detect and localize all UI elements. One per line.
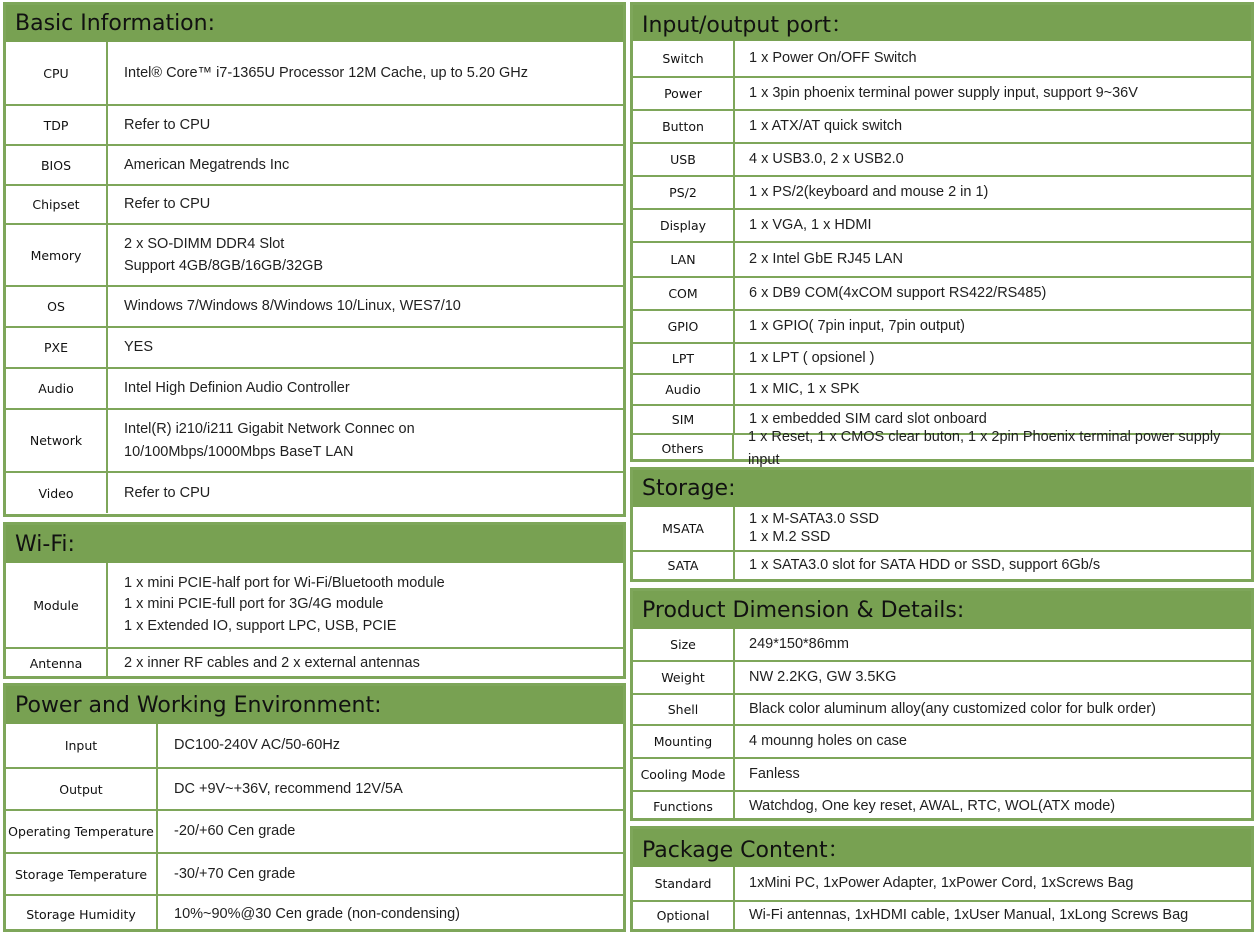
spec-row-video — [6, 471, 623, 513]
spec-row-others — [633, 429, 1251, 468]
spec-label: Weight — [633, 662, 735, 693]
spec-value-line: 1 x VGA, 1 x HDMI — [749, 217, 872, 234]
spec-row-lpt — [633, 342, 1251, 373]
spec-value — [108, 287, 461, 326]
spec-label: Cooling Mode — [633, 759, 735, 790]
spec-row-gpio — [633, 309, 1251, 342]
spec-value-line: 1xMini PC, 1xPower Adapter, 1xPower Cord, 1xScrews Bag — [749, 875, 1134, 892]
spec-value — [735, 278, 1046, 309]
spec-value — [735, 552, 1100, 579]
spec-value — [735, 792, 1115, 820]
spec-row-network — [6, 408, 623, 471]
spec-value — [735, 662, 896, 693]
spec-value — [734, 429, 1251, 468]
spec-label: Mounting — [633, 726, 735, 757]
spec-value — [108, 369, 350, 408]
spec-row-memory — [6, 223, 623, 285]
spec-value-line: 4 x USB3.0, 2 x USB2.0 — [749, 151, 904, 168]
spec-label: Audio — [633, 375, 735, 404]
spec-label: Input — [6, 724, 158, 767]
spec-label: BIOS — [6, 146, 108, 184]
spec-row-display — [633, 208, 1251, 241]
spec-row-size — [633, 629, 1251, 660]
spec-value — [735, 759, 800, 790]
spec-row-optional — [633, 900, 1251, 929]
spec-value — [735, 867, 1133, 900]
spec-value — [108, 328, 153, 367]
spec-row-mounting — [633, 724, 1251, 757]
spec-value-line: Wi-Fi antennas, 1xHDMI cable, 1xUser Manual, 1xLong Screws Bag — [749, 907, 1189, 924]
spec-label: Standard — [633, 867, 735, 900]
spec-row-lan — [633, 241, 1251, 276]
spec-value-line: 10/100Mbps/1000Mbps BaseT LAN — [124, 443, 354, 460]
spec-value — [735, 726, 907, 757]
spec-label: Antenna — [6, 649, 108, 678]
spec-value-line: 1 x MIC, 1 x SPK — [749, 381, 860, 398]
spec-value-line: 2 x SO-DIMM DDR4 Slot — [124, 235, 285, 252]
spec-label: Video — [6, 473, 108, 513]
spec-value-line: YES — [124, 339, 154, 356]
spec-value — [108, 186, 210, 223]
spec-label: PS/2 — [633, 177, 735, 208]
spec-row-standard — [633, 867, 1251, 900]
spec-value-line: Black color aluminum alloy(any customized color for bulk order) — [749, 701, 1156, 718]
spec-value-line: Intel High Definion Audio Controller — [124, 380, 350, 397]
spec-row-com — [633, 276, 1251, 309]
spec-row-ps-2 — [633, 175, 1251, 208]
spec-value — [158, 769, 403, 809]
spec-row-power — [633, 76, 1251, 109]
spec-label: OS — [6, 287, 108, 326]
spec-row-audio — [6, 367, 623, 408]
spec-value-line: 6 x DB9 COM(4xCOM support RS422/RS485) — [749, 285, 1047, 302]
spec-label: Memory — [6, 225, 108, 285]
spec-label: Storage Humidity — [6, 896, 158, 932]
spec-value-line: 1 x Power On/OFF Switch — [749, 50, 917, 67]
spec-value — [735, 243, 903, 276]
spec-row-pxe — [6, 326, 623, 367]
wifi-section-title: Wi-Fi: — [6, 525, 623, 563]
spec-value — [735, 210, 871, 241]
spec-value-line: Windows 7/Windows 8/Windows 10/Linux, WES7/10 — [124, 298, 461, 315]
spec-row-bios — [6, 144, 623, 184]
spec-value-line: 2 x inner RF cables and 2 x external antennas — [124, 655, 420, 672]
spec-value — [108, 649, 420, 678]
spec-value — [158, 724, 340, 767]
spec-value-line: 1 x mini PCIE-full port for 3G/4G module — [124, 596, 384, 613]
spec-value — [108, 473, 210, 513]
spec-label: PXE — [6, 328, 108, 367]
spec-value-line: Watchdog, One key reset, AWAL, RTC, WOL(ATX mode) — [749, 797, 1116, 814]
spec-label: Chipset — [6, 186, 108, 223]
spec-label: Others — [633, 435, 734, 462]
spec-label: Size — [633, 629, 735, 660]
spec-value-line: Refer to CPU — [124, 116, 211, 133]
spec-label: USB — [633, 144, 735, 175]
io-section-title: Input/output port： — [633, 5, 1251, 41]
spec-label: SATA — [633, 552, 735, 579]
spec-row-storage-humidity — [6, 894, 623, 932]
spec-row-sata — [633, 550, 1251, 579]
spec-value — [158, 896, 460, 932]
spec-label: Shell — [633, 695, 735, 724]
spec-label: Button — [633, 111, 735, 142]
spec-value — [735, 177, 988, 208]
spec-label: Storage Temperature — [6, 854, 158, 894]
spec-row-input — [6, 724, 623, 767]
spec-label: Switch — [633, 41, 735, 76]
spec-value-line: 1 x SATA3.0 slot for SATA HDD or SSD, support 6Gb/s — [749, 557, 1101, 574]
spec-value-line: 4 mounng holes on case — [749, 733, 907, 750]
spec-label: Optional — [633, 902, 735, 929]
spec-value-line: 1 x M.2 SSD — [749, 528, 831, 545]
spec-value — [735, 41, 917, 76]
package-content-panel — [630, 826, 1254, 932]
spec-row-antenna — [6, 647, 623, 678]
spec-label: Audio — [6, 369, 108, 408]
power-environment-panel — [3, 683, 626, 932]
wifi-panel — [3, 522, 626, 679]
spec-label: SIM — [633, 406, 735, 433]
spec-row-os — [6, 285, 623, 326]
spec-value — [108, 146, 289, 184]
spec-value-line: DC100-240V AC/50-60Hz — [174, 737, 341, 754]
spec-value-line: 10%~90%@30 Cen grade (non-condensing) — [174, 905, 460, 922]
spec-value-line: Refer to CPU — [124, 196, 211, 213]
spec-value — [735, 111, 902, 142]
spec-row-cooling-mode — [633, 757, 1251, 790]
spec-label: CPU — [6, 42, 108, 104]
spec-value-line: Support 4GB/8GB/16GB/32GB — [124, 258, 324, 274]
spec-value-line: Fanless — [749, 766, 800, 783]
spec-label: LAN — [633, 243, 735, 276]
spec-value-line: NW 2.2KG, GW 3.5KG — [749, 669, 897, 686]
spec-value-line: -30/+70 Cen grade — [174, 865, 296, 882]
storage-panel — [630, 467, 1254, 582]
spec-value-line: 1 x PS/2(keyboard and mouse 2 in 1) — [749, 184, 989, 201]
spec-value-line: 1 x 3pin phoenix terminal power supply input, support 9~36V — [749, 85, 1138, 102]
spec-row-operating-temperature — [6, 809, 623, 852]
spec-label: Module — [6, 563, 108, 647]
spec-value-line: 2 x Intel GbE RJ45 LAN — [749, 251, 903, 268]
spec-row-functions — [633, 790, 1251, 820]
product-dimension-panel — [630, 588, 1254, 821]
spec-value — [108, 225, 323, 285]
spec-value-line: 1 x Reset, 1 x CMOS clear buton, 1 x 2pin Phoenix terminal power supply input — [748, 429, 1221, 468]
spec-value — [735, 375, 859, 404]
spec-value — [735, 344, 874, 373]
spec-row-button — [633, 109, 1251, 142]
input-output-port-panel — [630, 2, 1254, 468]
spec-label: MSATA — [633, 507, 735, 550]
spec-value — [735, 144, 904, 175]
spec-value — [108, 563, 445, 647]
spec-value — [158, 811, 295, 852]
storage-section-title: Storage: — [633, 470, 1251, 507]
spec-label: Output — [6, 769, 158, 809]
spec-value — [108, 106, 210, 144]
spec-value — [735, 902, 1188, 929]
spec-value — [158, 854, 295, 894]
spec-label: Network — [6, 410, 108, 471]
spec-row-audio — [633, 373, 1251, 404]
spec-row-shell — [633, 693, 1251, 724]
spec-value-line: 1 x embedded SIM card slot onboard — [749, 411, 987, 428]
spec-value-line: 1 x mini PCIE-half port for Wi-Fi/Bluetooth module — [124, 574, 445, 591]
spec-label: Functions — [633, 792, 735, 820]
spec-value-line: 1 x M-SATA3.0 SSD — [749, 511, 879, 528]
spec-value — [735, 311, 965, 342]
spec-value-line: DC +9V~+36V, recommend 12V/5A — [174, 780, 403, 797]
spec-row-msata — [633, 507, 1251, 550]
spec-value-line: 1 x ATX/AT quick switch — [749, 118, 903, 135]
spec-value — [735, 629, 849, 660]
spec-value-line: 1 x GPIO( 7pin input, 7pin output) — [749, 318, 966, 335]
spec-label: GPIO — [633, 311, 735, 342]
spec-label: Operating Temperature — [6, 811, 158, 852]
package-section-title: Package Content： — [633, 829, 1251, 867]
power-section-title: Power and Working Environment: — [6, 686, 623, 724]
spec-row-weight — [633, 660, 1251, 693]
spec-value-line: Intel(R) i210/i211 Gigabit Network Connec on — [124, 421, 415, 438]
spec-value-line: 1 x LPT ( opsionel ) — [749, 350, 875, 367]
spec-label: Power — [633, 78, 735, 109]
basic-information-panel — [3, 2, 626, 517]
product-section-title: Product Dimension & Details: — [633, 591, 1251, 629]
spec-label: TDP — [6, 106, 108, 144]
spec-value-line: -20/+60 Cen grade — [174, 823, 296, 840]
spec-row-usb — [633, 142, 1251, 175]
spec-value-line: American Megatrends Inc — [124, 156, 290, 173]
spec-value — [735, 78, 1138, 109]
spec-row-switch — [633, 41, 1251, 76]
spec-row-storage-temperature — [6, 852, 623, 894]
spec-value — [735, 695, 1156, 724]
spec-value-line: 1 x Extended IO, support LPC, USB, PCIE — [124, 617, 397, 634]
basic-section-title: Basic Information: — [6, 5, 623, 42]
spec-row-tdp — [6, 104, 623, 144]
spec-value-line: Intel® Core™ i7-1365U Processor 12M Cache, up to 5.20 GHz — [124, 64, 528, 81]
spec-value — [108, 410, 415, 471]
spec-value-line: 249*150*86mm — [749, 636, 849, 653]
spec-row-output — [6, 767, 623, 809]
spec-label: Display — [633, 210, 735, 241]
spec-value — [735, 507, 879, 550]
spec-value — [108, 42, 528, 104]
spec-row-chipset — [6, 184, 623, 223]
spec-value-line: Refer to CPU — [124, 484, 211, 501]
spec-label: LPT — [633, 344, 735, 373]
spec-label: COM — [633, 278, 735, 309]
spec-row-cpu — [6, 42, 623, 104]
spec-row-module — [6, 563, 623, 647]
